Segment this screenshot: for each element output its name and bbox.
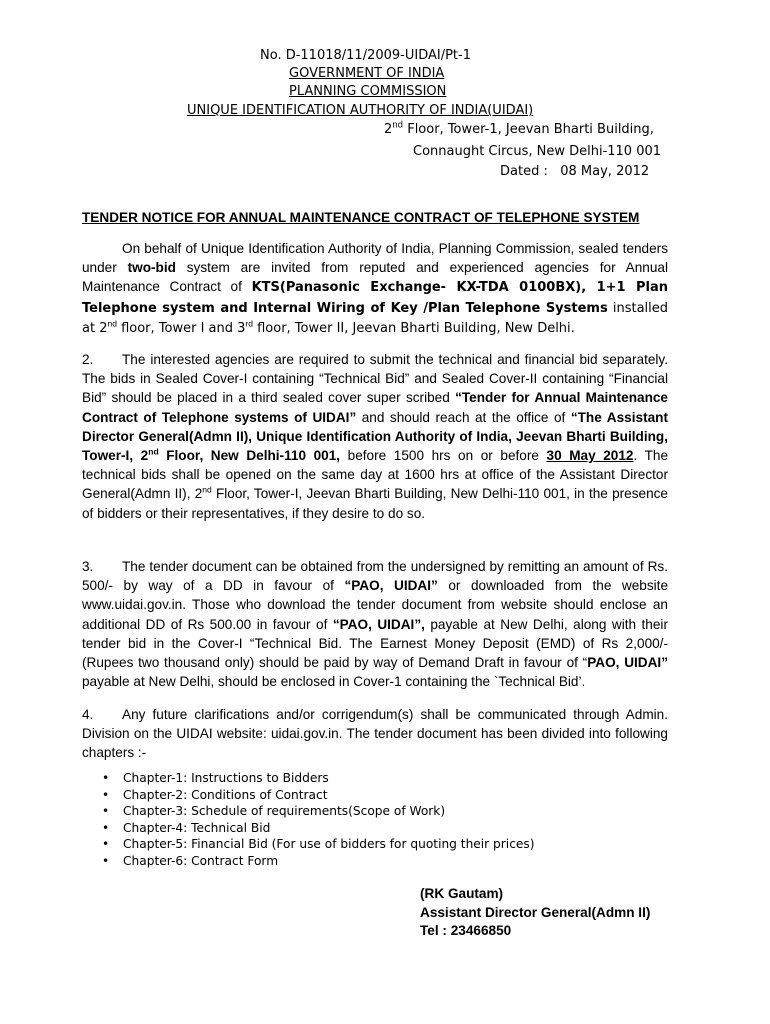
address-line-1: 2nd Floor, Tower-1, Jeevan Bharti Building,	[384, 120, 654, 137]
list-item: • Chapter-1: Instructions to Bidders	[102, 771, 329, 785]
list-item: • Chapter-5: Financial Bid (For use of bidders for quoting their prices)	[102, 837, 535, 851]
signature-block	[420, 885, 650, 941]
government-heading: GOVERNMENT OF INDIA	[289, 66, 445, 81]
date-line: Dated : 08 May, 2012	[500, 164, 650, 179]
signatory-telephone: Tel : 23466850	[420, 923, 512, 938]
commission-heading: PLANNING COMMISSION	[289, 84, 447, 99]
reference-number: No. D-11018/11/2009-UIDAI/Pt-1	[260, 48, 471, 63]
authority-heading: UNIQUE IDENTIFICATION AUTHORITY OF INDIA(UIDAI)	[187, 103, 534, 118]
address-line-2: Connaught Circus, New Delhi-110 001	[413, 144, 662, 159]
paragraph-3: 3. The tender document can be obtained from the undersigned by remitting an amount of Rs. 500/- by way of a DD in favour of “PAO, UIDAI” or downloaded from the website www.uidai.gov.in. Those who download the tender document from website should enclose an additional DD of Rs 500.00 in favour of “PAO, UIDAI”, payable at New Delhi, along with their tender bid in the Cover-I “Technical Bid. The Earnest Money Deposit (EMD) of Rs 2,000/- (Rupees two thousand only) should be paid by way of Demand Draft in favour of “PAO, UIDAI” payable at New Delhi, should be enclosed in Cover-1 containing the `Technical Bid’.	[82, 559, 669, 690]
chapter-list	[82, 770, 535, 869]
signatory-designation: Assistant Director General(Admn II)	[420, 904, 651, 920]
list-item: • Chapter-4: Technical Bid	[102, 820, 271, 835]
paragraph-2: 2. The interested agencies are required to submit the technical and financial bid separately. The bids in Sealed Cover-I containing “Technical Bid” and Sealed Cover-II containing “Financial Bid” should be placed in a third sealed cover super scribed “Tender for Annual Maintenance Contract of Telephone systems of UIDAI” and should reach at the office of “The Assistant Director General(Admn II), Unique Identification Authority of India, Jeevan Bharti Building, Tower-I, 2nd Floor, New Delhi-110 001, before 1500 hrs on or before 30 May 2012. The technical bids shall be opened on the same day at 1600 hrs at office of the Assistant Director General(Admn II), 2nd Floor, Tower-I, Jeevan Bharti Building, New Delhi-110 001, in the presence of bidders or their representatives, if they desire to do so.	[82, 352, 669, 521]
list-item: • Chapter-2: Conditions of Contract	[102, 787, 328, 802]
list-item: • Chapter-6: Contract Form	[102, 853, 279, 868]
paragraph-1: On behalf of Unique Identification Authority of India, Planning Commission, sealed tenders under two-bid system are invited from reputed and experienced agencies for Annual Maintenance Contract of KTS(Panasonic Exchange- KX-TDA 0100BX), 1+1 Plan Telephone system and Internal Wiring of Key /Plan Telephone Systems installed at 2nd floor, Tower I and 3rd floor, Tower II, Jeevan Bharti Building, New Delhi.	[82, 241, 669, 336]
list-item: • Chapter-3: Schedule of requirements(Scope of Work)	[102, 804, 446, 818]
tender-notice-title: TENDER NOTICE FOR ANNUAL MAINTENANCE CONTRACT OF TELEPHONE SYSTEM	[82, 210, 640, 225]
paragraph-4: 4. Any future clarifications and/or corrigendum(s) shall be communicated through Admin. Division on the UIDAI website: uidai.gov.in. The tender document has been divided into following chapters :-	[82, 707, 668, 761]
signatory-name: (RK Gautam)	[420, 886, 504, 901]
